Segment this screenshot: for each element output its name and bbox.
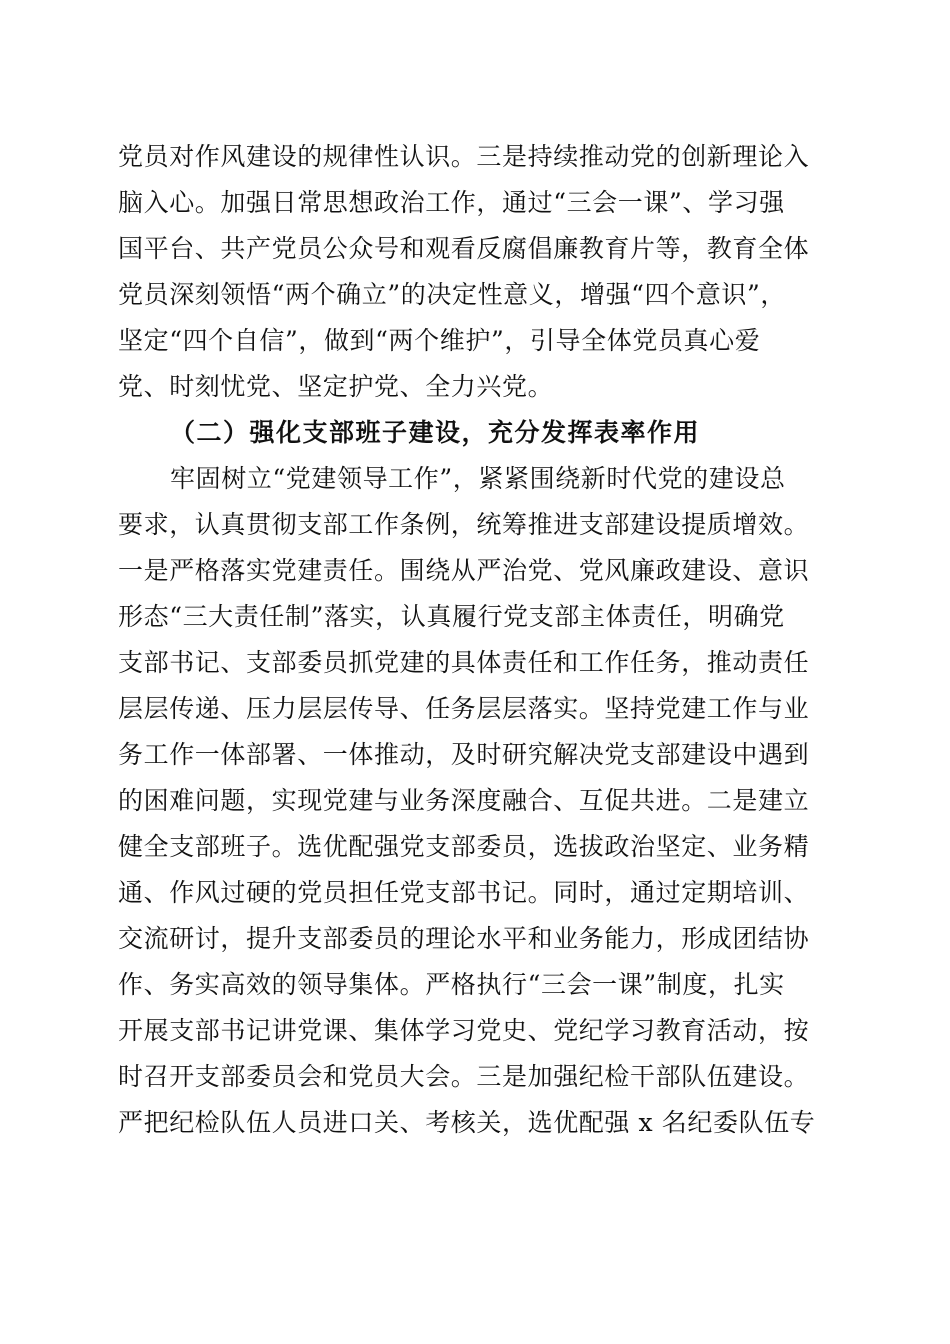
paragraph-line: 党、时刻忧党、坚定护党、全力兴党。 xyxy=(118,372,554,401)
paragraph-line: 形态“三大责任制”落实，认真履行党支部主体责任，明确党 xyxy=(118,602,785,631)
section-heading: （二）强化支部班子建设，充分发挥表率作用 xyxy=(170,418,701,447)
paragraph-line: 时召开支部委员会和党员大会。三是加强纪检干部队伍建设。 xyxy=(118,1062,810,1091)
paragraph-line: 的困难问题，实现党建与业务深度融合、互促共进。二是建立 xyxy=(118,786,810,815)
paragraph-line: 务工作一体部署、一体推动，及时研究解决党支部建设中遇到 xyxy=(118,740,810,769)
paragraph-line: 脑入心。加强日常思想政治工作，通过“三会一课”、学习强 xyxy=(118,188,785,217)
paragraph-line: 坚定“四个自信”，做到“两个维护”，引导全体党员真心爱 xyxy=(118,326,761,355)
paragraph-line: 开展支部书记讲党课、集体学习党史、党纪学习教育活动，按 xyxy=(118,1016,810,1045)
paragraph-line: 党员深刻领悟“两个确立”的决定性意义，增强“四个意识”， xyxy=(118,280,786,309)
paragraph-line: 层层传递、压力层层传导、任务层层落实。坚持党建工作与业 xyxy=(118,694,810,723)
paragraph-line: 要求，认真贯彻支部工作条例，统筹推进支部建设提质增效。 xyxy=(118,510,810,539)
paragraph-line: 国平台、共产党员公众号和观看反腐倡廉教育片等，教育全体 xyxy=(118,234,810,263)
paragraph-line: 党员对作风建设的规律性认识。三是持续推动党的创新理论入 xyxy=(118,142,810,171)
paragraph-line: 作、务实高效的领导集体。严格执行“三会一课”制度，扎实 xyxy=(118,970,785,999)
paragraph-line: 牢固树立“党建领导工作”，紧紧围绕新时代党的建设总 xyxy=(170,464,786,493)
paragraph-line: 严把纪检队伍人员进口关、考核关，选优配强 x 名纪委队伍专 xyxy=(118,1108,816,1137)
paragraph-line: 支部书记、支部委员抓党建的具体责任和工作任务，推动责任 xyxy=(118,648,810,677)
paragraph-line: 健全支部班子。选优配强党支部委员，选拔政治坚定、业务精 xyxy=(118,832,810,861)
paragraph-line: 一是严格落实党建责任。围绕从严治党、党风廉政建设、意识 xyxy=(118,556,810,585)
paragraph-line: 交流研讨，提升支部委员的理论水平和业务能力，形成团结协 xyxy=(118,924,810,953)
paragraph-line: 通、作风过硬的党员担任党支部书记。同时，通过定期培训、 xyxy=(118,878,810,907)
